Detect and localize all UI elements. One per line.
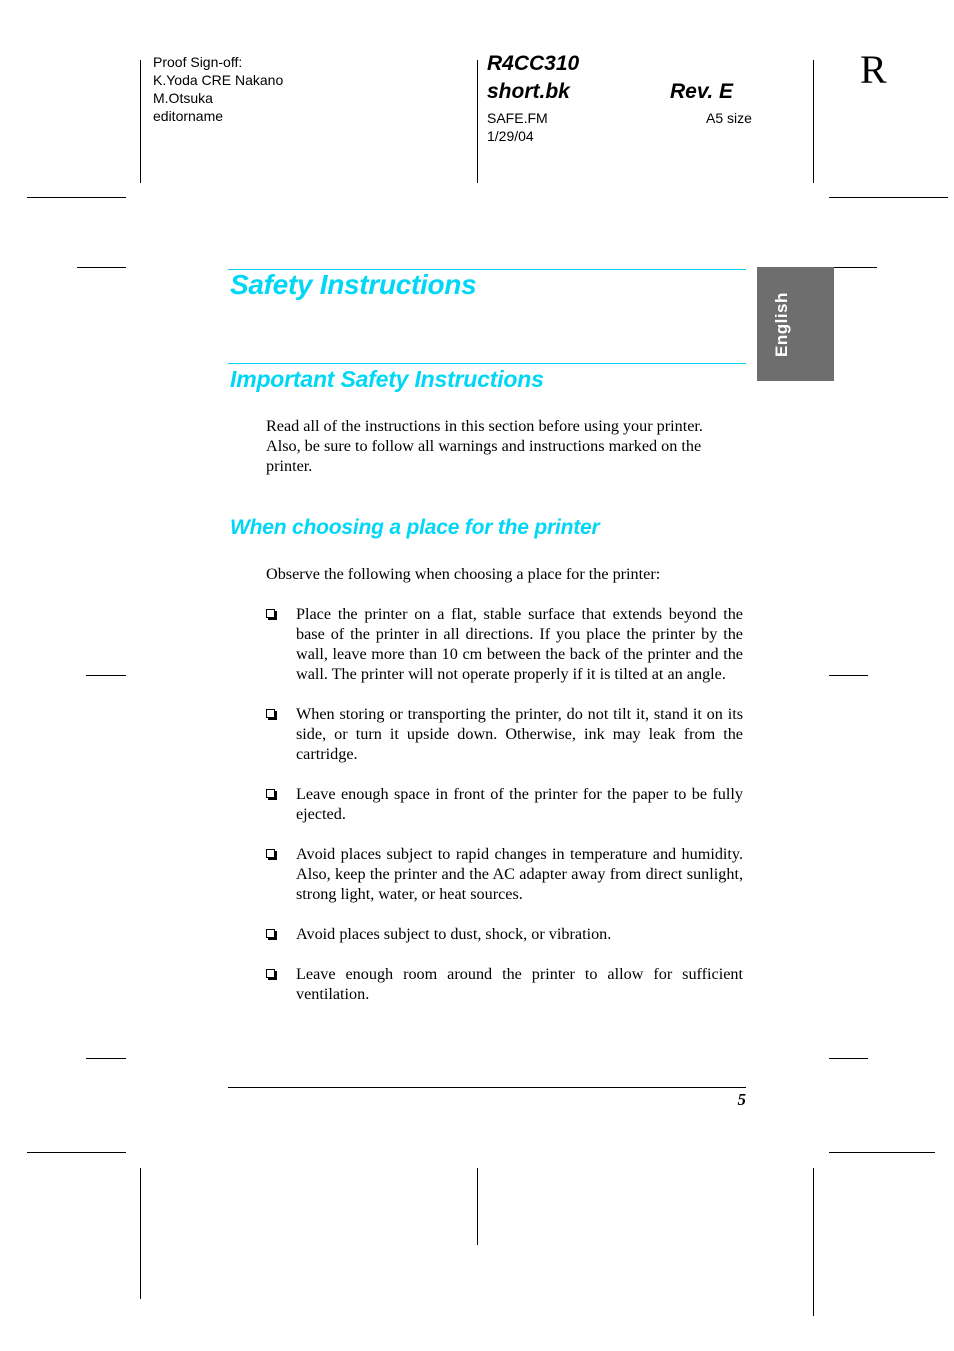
intro-paragraph: Read all of the instructions in this section before using your printer. Also, be sure to follow all warnings and instructions marked on the printer. bbox=[266, 417, 703, 475]
list-item bbox=[266, 844, 743, 904]
page-size: A5 size bbox=[706, 110, 752, 126]
crop-mark bbox=[813, 60, 814, 183]
file-date: 1/29/04 bbox=[487, 128, 534, 144]
language-tab-label: English bbox=[772, 292, 791, 357]
proof-line: M.Otsuka bbox=[153, 90, 213, 106]
observe-paragraph: Observe the following when choosing a place for the printer: bbox=[266, 565, 661, 583]
crop-mark bbox=[27, 1152, 126, 1153]
file-name: SAFE.FM bbox=[487, 110, 548, 126]
proof-line: editorname bbox=[153, 108, 224, 124]
list-item bbox=[266, 784, 743, 824]
crop-mark bbox=[140, 60, 141, 183]
list-item bbox=[266, 704, 743, 764]
checkbox-bullet-icon bbox=[266, 789, 275, 798]
book-name: short.bk bbox=[487, 80, 570, 103]
checkbox-bullet-icon bbox=[266, 709, 275, 718]
crop-mark bbox=[27, 197, 126, 198]
list-item-text: Leave enough room around the printer to allow for sufficient ventilation. bbox=[296, 965, 743, 1003]
revision: Rev. E bbox=[670, 80, 734, 103]
crop-mark bbox=[829, 1058, 868, 1059]
list-item-text: Leave enough space in front of the printer for the paper to be fully ejected. bbox=[296, 785, 743, 823]
list-item-text: When storing or transporting the printer, do not tilt it, stand it on its side, or turn it upside down. Otherwise, ink may leak from the cartridge. bbox=[296, 705, 743, 763]
crop-mark bbox=[77, 267, 126, 268]
crop-mark bbox=[829, 1152, 935, 1153]
list-item-text: Avoid places subject to dust, shock, or vibration. bbox=[296, 925, 612, 943]
checkbox-bullet-icon bbox=[266, 929, 275, 938]
list-item bbox=[266, 604, 743, 684]
crop-mark bbox=[477, 60, 478, 183]
proof-line: Proof Sign-off: bbox=[153, 54, 243, 70]
proof-signoff bbox=[153, 53, 283, 125]
corner-mark: R bbox=[860, 47, 887, 92]
section-title: Important Safety Instructions bbox=[230, 366, 544, 392]
crop-mark bbox=[477, 1168, 478, 1245]
footer-rule bbox=[228, 1087, 746, 1088]
checkbox-bullet-icon bbox=[266, 849, 275, 858]
crop-mark bbox=[140, 1168, 141, 1299]
crop-mark bbox=[86, 1058, 126, 1059]
subsection-title: When choosing a place for the printer bbox=[230, 516, 600, 539]
proof-line: K.Yoda CRE Nakano bbox=[153, 72, 284, 88]
crop-mark bbox=[829, 267, 877, 268]
list-item-text: Avoid places subject to rapid changes in temperature and humidity. Also, keep the printer and the AC adapter away from direct sunlight, strong light, water, or heat sources. bbox=[296, 845, 743, 903]
crop-mark bbox=[86, 675, 126, 676]
crop-mark bbox=[829, 675, 868, 676]
page-title: Safety Instructions bbox=[230, 269, 477, 300]
page-number: 5 bbox=[737, 1090, 746, 1109]
language-tab bbox=[757, 267, 834, 381]
list-item-text: Place the printer on a flat, stable surface that extends beyond the base of the printer in all directions. If you place the printer by the wall, leave more than 10 cm between the back of the printer and the wall. The printer will not operate properly if it is tilted at an angle. bbox=[296, 605, 743, 683]
doc-code: R4CC310 bbox=[487, 52, 580, 75]
list-item bbox=[266, 964, 743, 1004]
crop-mark bbox=[813, 1168, 814, 1316]
checkbox-bullet-icon bbox=[266, 969, 275, 978]
placement-list bbox=[266, 604, 743, 1024]
checkbox-bullet-icon bbox=[266, 609, 275, 618]
crop-mark bbox=[829, 197, 948, 198]
list-item bbox=[266, 924, 743, 944]
